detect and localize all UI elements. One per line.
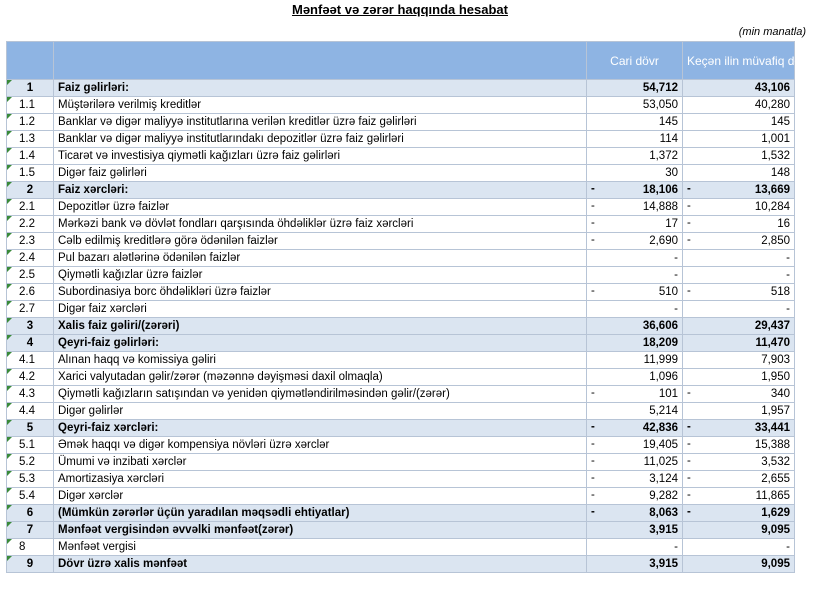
previous-period-value (683, 114, 795, 131)
cell-comment-marker-icon (7, 148, 12, 153)
current-period-value (587, 233, 683, 250)
value-text: 3,915 (649, 523, 678, 536)
negative-sign: - (591, 387, 595, 399)
negative-sign: - (591, 472, 595, 484)
row-description: Ümumi və inzibati xərclər (54, 454, 587, 471)
row-number (7, 97, 54, 114)
previous-period-value (683, 165, 795, 182)
cell-comment-marker-icon (7, 318, 12, 323)
row-number-text: 2.5 (19, 268, 35, 281)
current-period-value (587, 148, 683, 165)
value-text: - (786, 540, 790, 553)
table-row (7, 420, 795, 437)
value-text: 9,095 (761, 523, 790, 536)
table-header-row (7, 42, 795, 80)
value-text: 1,001 (761, 132, 790, 145)
value-text: - (674, 540, 678, 553)
table-row (7, 114, 795, 131)
row-description: Faiz gəlirləri: (54, 80, 587, 97)
row-description: Banklar və digər maliyyə institutlarına verilən kreditlər üzrə faiz gəlirləri (54, 114, 587, 131)
value-text: 19,405 (642, 438, 678, 451)
row-number (7, 233, 54, 250)
negative-sign: - (591, 200, 595, 212)
row-description: Ticarət və investisiya qiymətli kağızları üzrə faiz gəlirləri (54, 148, 587, 165)
previous-period-value (683, 539, 795, 556)
row-description: Subordinasiya borc öhdəlikləri üzrə faizlər (54, 284, 587, 301)
current-period-value (587, 556, 683, 573)
header-number-cell (7, 42, 54, 80)
value-text: 53,050 (642, 98, 678, 111)
current-period-value (587, 454, 683, 471)
value-text: 2,690 (649, 234, 678, 247)
cell-comment-marker-icon (7, 403, 12, 408)
cell-comment-marker-icon (7, 454, 12, 459)
current-period-value (587, 284, 683, 301)
value-text: 30 (665, 166, 678, 179)
cell-comment-marker-icon (7, 131, 12, 136)
row-number-text: 1.4 (19, 149, 35, 162)
negative-sign: - (591, 506, 595, 518)
cell-comment-marker-icon (7, 386, 12, 391)
row-description: Xalis faiz gəliri/(zərəri) (54, 318, 587, 335)
previous-period-value (683, 352, 795, 369)
row-number (7, 454, 54, 471)
value-text: 13,669 (754, 183, 790, 196)
row-number-text: 2.1 (19, 200, 35, 213)
row-description: Qiymətli kağızlar üzrə faizlər (54, 267, 587, 284)
current-period-value (587, 216, 683, 233)
value-text: 40,280 (754, 98, 790, 111)
current-period-value (587, 199, 683, 216)
row-description: Banklar və digər maliyyə institutlarındakı depozitlər üzrə faiz gəlirləri (54, 131, 587, 148)
row-number-text: 6 (26, 506, 34, 519)
row-description: Qeyri-faiz gəlirləri: (54, 335, 587, 352)
table-row (7, 318, 795, 335)
value-text: 2,850 (761, 234, 790, 247)
previous-period-value (683, 386, 795, 403)
row-description: Faiz xərcləri: (54, 182, 587, 199)
value-text: - (674, 302, 678, 315)
value-text: 11,470 (755, 336, 790, 349)
value-text: 2,655 (761, 472, 790, 485)
row-number (7, 318, 54, 335)
cell-comment-marker-icon (7, 369, 12, 374)
value-text: 42,836 (642, 421, 678, 434)
value-text: 33,441 (754, 421, 790, 434)
row-number-text: 4.2 (19, 370, 35, 383)
row-number-text: 5 (26, 421, 34, 434)
row-number (7, 335, 54, 352)
previous-period-value (683, 301, 795, 318)
cell-comment-marker-icon (7, 165, 12, 170)
row-number (7, 403, 54, 420)
row-description: Digər xərclər (54, 488, 587, 505)
header-current-period: Cari dövr (587, 42, 683, 80)
row-number (7, 165, 54, 182)
current-period-value (587, 114, 683, 131)
row-description: Mənfəət vergisi (54, 539, 587, 556)
value-text: 15,388 (754, 438, 790, 451)
table-row (7, 403, 795, 420)
value-text: 1,096 (649, 370, 678, 383)
value-text: 518 (770, 285, 790, 298)
current-period-value (587, 301, 683, 318)
cell-comment-marker-icon (7, 335, 12, 340)
table-row (7, 97, 795, 114)
row-description: Dövr üzrə xalis mənfəət (54, 556, 587, 573)
value-text: 5,214 (649, 404, 678, 417)
row-number-text: 2 (26, 183, 34, 196)
value-text: 16 (777, 217, 790, 230)
row-number-text: 8 (19, 540, 26, 553)
table-row (7, 267, 795, 284)
value-text: 11,025 (643, 455, 678, 468)
value-text: 1,957 (761, 404, 790, 417)
row-number (7, 131, 54, 148)
value-text: - (674, 251, 678, 264)
cell-comment-marker-icon (7, 522, 12, 527)
cell-comment-marker-icon (7, 80, 12, 85)
row-description: Xarici valyutadan gəlir/zərər (məzənnə dəyişməsi daxil olmaqla) (54, 369, 587, 386)
value-text: 3,915 (649, 557, 678, 570)
cell-comment-marker-icon (7, 471, 12, 476)
previous-period-value (683, 437, 795, 454)
table-row (7, 539, 795, 556)
current-period-value (587, 369, 683, 386)
cell-comment-marker-icon (7, 488, 12, 493)
negative-sign: - (687, 200, 691, 212)
cell-comment-marker-icon (7, 420, 12, 425)
negative-sign: - (591, 438, 595, 450)
row-number-text: 4.1 (19, 353, 35, 366)
table-row (7, 522, 795, 539)
table-row (7, 233, 795, 250)
row-number-text: 1.2 (19, 115, 35, 128)
value-text: 148 (770, 166, 790, 179)
row-number-text: 5.3 (19, 472, 35, 485)
row-number (7, 420, 54, 437)
value-text: 17 (665, 217, 678, 230)
row-number-text: 4 (26, 336, 34, 349)
row-description: Əmək haqqı və digər kompensiya növləri üzrə xərclər (54, 437, 587, 454)
row-number (7, 556, 54, 573)
row-number (7, 488, 54, 505)
table-row (7, 165, 795, 182)
row-description: Digər faiz gəlirləri (54, 165, 587, 182)
row-description: Alınan haqq və komissiya gəliri (54, 352, 587, 369)
value-text: 1,629 (761, 506, 790, 519)
cell-comment-marker-icon (7, 301, 12, 306)
current-period-value (587, 335, 683, 352)
value-text: 101 (658, 387, 678, 400)
table-row (7, 335, 795, 352)
table-row (7, 148, 795, 165)
negative-sign: - (591, 455, 595, 467)
previous-period-value (683, 335, 795, 352)
row-number-text: 5.1 (19, 438, 35, 451)
table-row (7, 505, 795, 522)
previous-period-value (683, 403, 795, 420)
current-period-value (587, 182, 683, 199)
row-description: Amortizasiya xərcləri (54, 471, 587, 488)
row-description: Cəlb edilmiş kreditlərə görə ödənilən faizlər (54, 233, 587, 250)
previous-period-value (683, 488, 795, 505)
current-period-value (587, 505, 683, 522)
table-row (7, 369, 795, 386)
table-row (7, 182, 795, 199)
row-number-text: 1.3 (19, 132, 35, 145)
row-description: Depozitlər üzrə faizlər (54, 199, 587, 216)
previous-period-value (683, 454, 795, 471)
row-number (7, 471, 54, 488)
negative-sign: - (591, 183, 595, 195)
negative-sign: - (687, 387, 691, 399)
negative-sign: - (591, 234, 595, 246)
negative-sign: - (591, 285, 595, 297)
row-number-text: 1.1 (19, 98, 35, 111)
row-number (7, 80, 54, 97)
value-text: - (786, 268, 790, 281)
row-description: Müştərilərə verilmiş kreditlər (54, 97, 587, 114)
negative-sign: - (687, 285, 691, 297)
table-body (7, 80, 795, 573)
income-statement-table (6, 41, 818, 573)
row-number (7, 250, 54, 267)
table-row (7, 488, 795, 505)
table-row (7, 216, 795, 233)
row-description: (Mümkün zərərlər üçün yaradılan məqsədli ehtiyatlar) (54, 505, 587, 522)
value-text: 18,106 (642, 183, 678, 196)
negative-sign: - (687, 217, 691, 229)
current-period-value (587, 80, 683, 97)
previous-period-value (683, 318, 795, 335)
current-period-value (587, 131, 683, 148)
negative-sign: - (687, 489, 691, 501)
previous-period-value (683, 233, 795, 250)
previous-period-value (683, 199, 795, 216)
row-number (7, 216, 54, 233)
value-text: 9,095 (761, 557, 790, 570)
row-number (7, 114, 54, 131)
cell-comment-marker-icon (7, 182, 12, 187)
cell-comment-marker-icon (7, 97, 12, 102)
previous-period-value (683, 148, 795, 165)
row-description: Qeyri-faiz xərcləri: (54, 420, 587, 437)
negative-sign: - (687, 183, 691, 195)
row-number-text: 1 (26, 81, 34, 94)
previous-period-value (683, 369, 795, 386)
current-period-value (587, 437, 683, 454)
row-number (7, 352, 54, 369)
table-row (7, 80, 795, 97)
row-number (7, 437, 54, 454)
current-period-value (587, 522, 683, 539)
value-text: 18,209 (642, 336, 678, 349)
cell-comment-marker-icon (7, 267, 12, 272)
previous-period-value (683, 522, 795, 539)
row-number (7, 539, 54, 556)
value-text: 54,712 (642, 81, 678, 94)
previous-period-value (683, 471, 795, 488)
cell-comment-marker-icon (7, 233, 12, 238)
value-text: 1,372 (649, 149, 678, 162)
cell-comment-marker-icon (7, 437, 12, 442)
previous-period-value (683, 420, 795, 437)
row-number-text: 2.2 (19, 217, 35, 230)
value-text: 14,888 (642, 200, 678, 213)
negative-sign: - (591, 217, 595, 229)
row-number (7, 369, 54, 386)
row-number (7, 182, 54, 199)
value-text: 510 (658, 285, 678, 298)
current-period-value (587, 97, 683, 114)
row-description: Digər gəlirlər (54, 403, 587, 420)
previous-period-value (683, 80, 795, 97)
previous-period-value (683, 250, 795, 267)
current-period-value (587, 352, 683, 369)
row-number-text: 5.2 (19, 455, 35, 468)
row-number-text: 2.4 (19, 251, 35, 264)
current-period-value (587, 165, 683, 182)
cell-comment-marker-icon (7, 505, 12, 510)
row-number (7, 505, 54, 522)
table-row (7, 301, 795, 318)
unit-note: (min manatla) (738, 26, 806, 38)
row-number (7, 386, 54, 403)
value-text: 7,903 (761, 353, 790, 366)
value-text: 3,124 (649, 472, 678, 485)
cell-comment-marker-icon (7, 199, 12, 204)
value-text: 8,063 (649, 506, 678, 519)
header-previous-period: Keçən ilin müvafiq dövrü (683, 42, 795, 80)
value-text: 3,532 (761, 455, 790, 468)
value-text: 36,606 (642, 319, 678, 332)
cell-comment-marker-icon (7, 556, 12, 561)
previous-period-value (683, 216, 795, 233)
value-text: 145 (658, 115, 678, 128)
header-description-cell (54, 42, 587, 80)
row-description: Digər faiz xərcləri (54, 301, 587, 318)
negative-sign: - (591, 421, 595, 433)
row-number-text: 2.7 (19, 302, 35, 315)
report-title: Mənfəət və zərər haqqında hesabat (291, 2, 508, 17)
current-period-value (587, 539, 683, 556)
previous-period-value (683, 182, 795, 199)
previous-period-value (683, 97, 795, 114)
value-text: - (674, 268, 678, 281)
table-row (7, 284, 795, 301)
row-number (7, 284, 54, 301)
current-period-value (587, 267, 683, 284)
row-number (7, 522, 54, 539)
current-period-value (587, 488, 683, 505)
current-period-value (587, 386, 683, 403)
value-text: 145 (770, 115, 790, 128)
row-number (7, 267, 54, 284)
previous-period-value (683, 267, 795, 284)
row-description: Qiymətli kağızların satışından və yenidən qiymətləndirilməsindən gəlir/(zərər) (54, 386, 587, 403)
cell-comment-marker-icon (7, 114, 12, 119)
row-number-text: 1.5 (19, 166, 35, 179)
row-number-text: 9 (26, 557, 34, 570)
table-row (7, 437, 795, 454)
cell-comment-marker-icon (7, 539, 12, 544)
row-number-text: 7 (26, 523, 34, 536)
previous-period-value (683, 505, 795, 522)
value-text: 114 (659, 132, 678, 145)
row-description: Mənfəət vergisindən əvvəlki mənfəət(zərər) (54, 522, 587, 539)
row-number-text: 5.4 (19, 489, 35, 502)
value-text: 43,106 (754, 81, 790, 94)
negative-sign: - (687, 455, 691, 467)
table-row (7, 199, 795, 216)
row-number (7, 148, 54, 165)
current-period-value (587, 250, 683, 267)
negative-sign: - (687, 234, 691, 246)
row-number-text: 4.4 (19, 404, 35, 417)
value-text: 10,284 (754, 200, 790, 213)
current-period-value (587, 403, 683, 420)
negative-sign: - (687, 421, 691, 433)
row-number (7, 301, 54, 318)
table-row (7, 471, 795, 488)
row-description: Pul bazarı alətlərinə ödənilən faizlər (54, 250, 587, 267)
table-row (7, 352, 795, 369)
previous-period-value (683, 284, 795, 301)
value-text: 29,437 (754, 319, 790, 332)
row-number-text: 3 (26, 319, 34, 332)
value-text: - (786, 302, 790, 315)
cell-comment-marker-icon (7, 216, 12, 221)
row-number-text: 2.6 (19, 285, 35, 298)
value-text: 340 (770, 387, 790, 400)
table-row (7, 386, 795, 403)
row-number-text: 2.3 (19, 234, 35, 247)
negative-sign: - (687, 472, 691, 484)
current-period-value (587, 318, 683, 335)
value-text: 11,999 (643, 353, 678, 366)
value-text: 9,282 (649, 489, 678, 502)
value-text: - (786, 251, 790, 264)
negative-sign: - (591, 489, 595, 501)
table-row (7, 250, 795, 267)
value-text: 1,532 (761, 149, 790, 162)
negative-sign: - (687, 438, 691, 450)
table-row (7, 556, 795, 573)
cell-comment-marker-icon (7, 284, 12, 289)
row-description: Mərkəzi bank və dövlət fondları qarşısında öhdəliklər üzrə faiz xərcləri (54, 216, 587, 233)
previous-period-value (683, 131, 795, 148)
previous-period-value (683, 556, 795, 573)
table-row (7, 131, 795, 148)
value-text: 1,950 (761, 370, 790, 383)
row-number-text: 4.3 (19, 387, 35, 400)
value-text: 11,865 (755, 489, 790, 502)
cell-comment-marker-icon (7, 352, 12, 357)
current-period-value (587, 420, 683, 437)
negative-sign: - (687, 506, 691, 518)
table-row (7, 454, 795, 471)
cell-comment-marker-icon (7, 250, 12, 255)
current-period-value (587, 471, 683, 488)
row-number (7, 199, 54, 216)
